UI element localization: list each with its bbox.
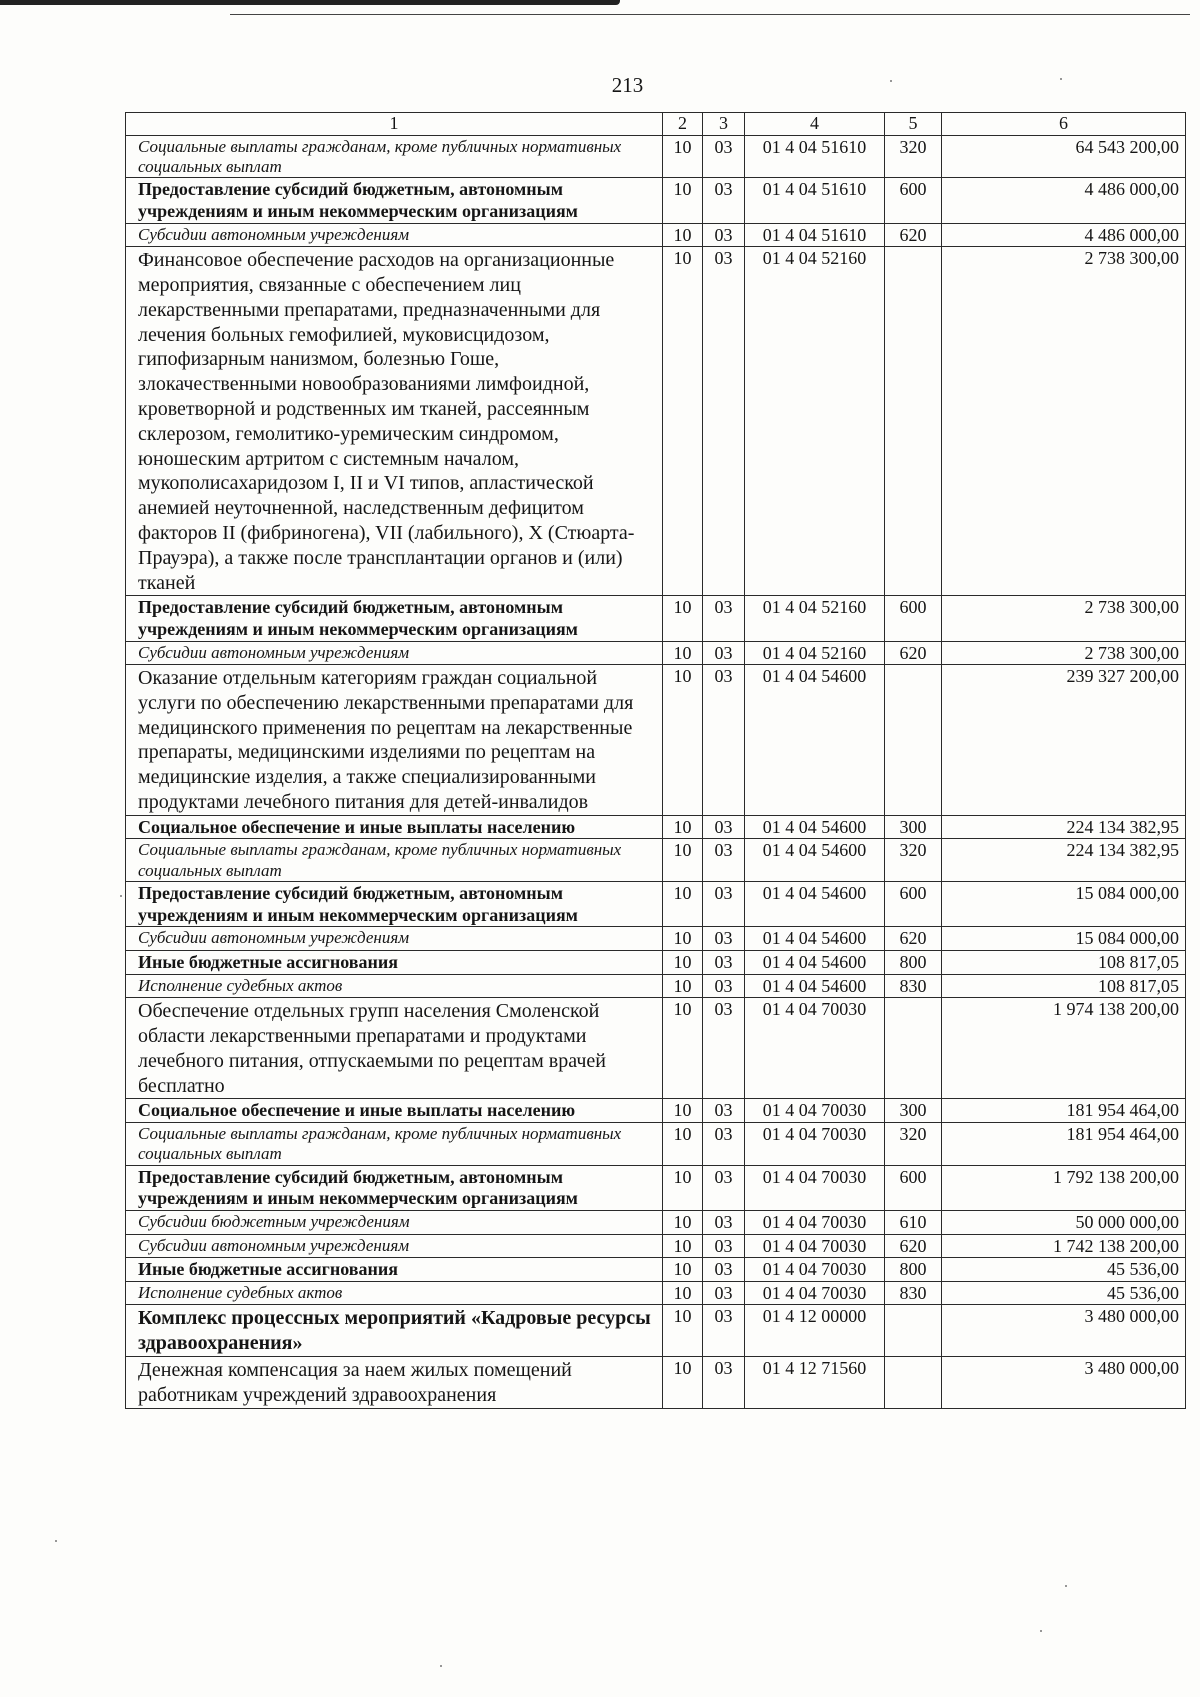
amount: 1 974 138 200,00 bbox=[942, 998, 1186, 1099]
row-name: Предоставление субсидий бюджетным, автономным учреждениям и иным некоммерческим организациям bbox=[126, 1165, 663, 1210]
expense-type-code: 600 bbox=[885, 1165, 942, 1210]
section-code: 10 bbox=[663, 1305, 703, 1357]
target-article-code: 01 4 04 51610 bbox=[745, 223, 885, 247]
scan-speck bbox=[1040, 1630, 1042, 1632]
section-code: 10 bbox=[663, 815, 703, 839]
target-article-code: 01 4 04 54600 bbox=[745, 927, 885, 951]
row-name: Финансовое обеспечение расходов на организационные мероприятия, связанные с обеспечением лиц лекарственными препаратами, предназначенными для лечения больных гемофилией, муковисцидозом, гипофизарным нанизмом, болезнью Гоше, злокачественными новообразованиями лимфоидной, кроветворной и родственных им тканей, рассеянным склерозом, гемолитико-уремическим синдромом, юношеским артритом с системным началом, мукополисахаридозом I, II и VI типов, апластической анемией неуточненной, наследственным дефицитом факторов II (фибриногена), VII (лабильного), X (Стюарта-Прауэра), а также после трансплантации органов и (или) тканей bbox=[126, 247, 663, 596]
subsection-code: 03 bbox=[703, 951, 745, 975]
row-name: Субсидии бюджетным учреждениям bbox=[126, 1210, 663, 1234]
target-article-code: 01 4 04 54600 bbox=[745, 882, 885, 927]
target-article-code: 01 4 04 54600 bbox=[745, 665, 885, 816]
table-row bbox=[126, 1234, 1186, 1258]
amount: 45 536,00 bbox=[942, 1258, 1186, 1282]
row-name: Иные бюджетные ассигнования bbox=[126, 951, 663, 975]
expense-type-code: 620 bbox=[885, 641, 942, 665]
expense-type-code: 320 bbox=[885, 839, 942, 882]
amount: 1 742 138 200,00 bbox=[942, 1234, 1186, 1258]
section-code: 10 bbox=[663, 927, 703, 951]
subsection-code: 03 bbox=[703, 815, 745, 839]
target-article-code: 01 4 04 52160 bbox=[745, 247, 885, 596]
subsection-code: 03 bbox=[703, 839, 745, 882]
scan-speck bbox=[120, 895, 122, 897]
amount: 2 738 300,00 bbox=[942, 247, 1186, 596]
expense-type-code: 320 bbox=[885, 1123, 942, 1166]
section-code: 10 bbox=[663, 951, 703, 975]
expense-type-code: 620 bbox=[885, 223, 942, 247]
subsection-code: 03 bbox=[703, 998, 745, 1099]
subsection-code: 03 bbox=[703, 1210, 745, 1234]
table-row bbox=[126, 882, 1186, 927]
subsection-code: 03 bbox=[703, 1305, 745, 1357]
expense-type-code: 800 bbox=[885, 951, 942, 975]
table-row bbox=[126, 927, 1186, 951]
target-article-code: 01 4 04 54600 bbox=[745, 974, 885, 998]
row-name: Социальные выплаты гражданам, кроме публичных нормативных социальных выплат bbox=[126, 135, 663, 178]
scan-speck bbox=[1065, 1585, 1067, 1587]
amount: 108 817,05 bbox=[942, 974, 1186, 998]
subsection-code: 03 bbox=[703, 1165, 745, 1210]
expense-type-code: 620 bbox=[885, 927, 942, 951]
row-name: Социальные выплаты гражданам, кроме публичных нормативных социальных выплат bbox=[126, 1123, 663, 1166]
expense-type-code: 830 bbox=[885, 1281, 942, 1305]
subsection-code: 03 bbox=[703, 1281, 745, 1305]
column-header: 4 bbox=[745, 113, 885, 136]
section-code: 10 bbox=[663, 1356, 703, 1408]
target-article-code: 01 4 04 70030 bbox=[745, 998, 885, 1099]
table-row bbox=[126, 178, 1186, 223]
table-row bbox=[126, 223, 1186, 247]
table-row bbox=[126, 839, 1186, 882]
amount: 239 327 200,00 bbox=[942, 665, 1186, 816]
expense-type-code: 300 bbox=[885, 1099, 942, 1123]
subsection-code: 03 bbox=[703, 665, 745, 816]
expense-type-code: 600 bbox=[885, 178, 942, 223]
subsection-code: 03 bbox=[703, 882, 745, 927]
section-code: 10 bbox=[663, 1165, 703, 1210]
target-article-code: 01 4 04 70030 bbox=[745, 1099, 885, 1123]
row-name: Комплекс процессных мероприятий «Кадровые ресурсы здравоохранения» bbox=[126, 1305, 663, 1357]
section-code: 10 bbox=[663, 839, 703, 882]
column-header: 2 bbox=[663, 113, 703, 136]
section-code: 10 bbox=[663, 178, 703, 223]
table-row bbox=[126, 1099, 1186, 1123]
table-row bbox=[126, 1356, 1186, 1408]
target-article-code: 01 4 04 52160 bbox=[745, 596, 885, 641]
expense-type-code: 620 bbox=[885, 1234, 942, 1258]
expense-type-code: 610 bbox=[885, 1210, 942, 1234]
subsection-code: 03 bbox=[703, 596, 745, 641]
amount: 3 480 000,00 bbox=[942, 1305, 1186, 1357]
column-header: 3 bbox=[703, 113, 745, 136]
row-name: Оказание отдельным категориям граждан социальной услуги по обеспечению лекарственными препаратами для медицинского применения по рецептам на лекарственные препараты, медицинскими изделиями по рецептам на медицинские изделия, а также специализированными продуктами лечебного питания для детей-инвалидов bbox=[126, 665, 663, 816]
row-name: Предоставление субсидий бюджетным, автономным учреждениям и иным некоммерческим организациям bbox=[126, 596, 663, 641]
section-code: 10 bbox=[663, 1123, 703, 1166]
section-code: 10 bbox=[663, 1258, 703, 1282]
amount: 50 000 000,00 bbox=[942, 1210, 1186, 1234]
expense-type-code: 800 bbox=[885, 1258, 942, 1282]
subsection-code: 03 bbox=[703, 927, 745, 951]
scan-speck bbox=[440, 1665, 442, 1667]
scan-edge bbox=[0, 0, 620, 5]
expense-type-code bbox=[885, 665, 942, 816]
row-name: Исполнение судебных актов bbox=[126, 974, 663, 998]
table-body bbox=[126, 113, 1186, 1409]
subsection-code: 03 bbox=[703, 641, 745, 665]
scan-line bbox=[230, 14, 1190, 15]
page-number: 213 bbox=[611, 73, 644, 97]
target-article-code: 01 4 12 00000 bbox=[745, 1305, 885, 1357]
table-row bbox=[126, 135, 1186, 178]
table-row bbox=[126, 1258, 1186, 1282]
amount: 64 543 200,00 bbox=[942, 135, 1186, 178]
target-article-code: 01 4 04 70030 bbox=[745, 1258, 885, 1282]
amount: 4 486 000,00 bbox=[942, 223, 1186, 247]
subsection-code: 03 bbox=[703, 135, 745, 178]
scan-speck bbox=[55, 1540, 57, 1542]
row-name: Субсидии автономным учреждениям bbox=[126, 1234, 663, 1258]
section-code: 10 bbox=[663, 1281, 703, 1305]
amount: 108 817,05 bbox=[942, 951, 1186, 975]
amount: 2 738 300,00 bbox=[942, 596, 1186, 641]
column-header: 1 bbox=[126, 113, 663, 136]
subsection-code: 03 bbox=[703, 247, 745, 596]
table-row bbox=[126, 815, 1186, 839]
subsection-code: 03 bbox=[703, 1258, 745, 1282]
table-row bbox=[126, 1210, 1186, 1234]
expense-type-code bbox=[885, 247, 942, 596]
table-row bbox=[126, 1123, 1186, 1166]
header-row bbox=[126, 113, 1186, 136]
table-row bbox=[126, 596, 1186, 641]
table-row bbox=[126, 665, 1186, 816]
amount: 2 738 300,00 bbox=[942, 641, 1186, 665]
section-code: 10 bbox=[663, 1234, 703, 1258]
table-row bbox=[126, 998, 1186, 1099]
section-code: 10 bbox=[663, 1210, 703, 1234]
row-name: Социальное обеспечение и иные выплаты населению bbox=[126, 815, 663, 839]
table-row bbox=[126, 974, 1186, 998]
subsection-code: 03 bbox=[703, 974, 745, 998]
row-name: Субсидии автономным учреждениям bbox=[126, 223, 663, 247]
budget-table bbox=[125, 112, 1186, 1409]
expense-type-code: 600 bbox=[885, 882, 942, 927]
section-code: 10 bbox=[663, 974, 703, 998]
target-article-code: 01 4 12 71560 bbox=[745, 1356, 885, 1408]
subsection-code: 03 bbox=[703, 1099, 745, 1123]
amount: 224 134 382,95 bbox=[942, 839, 1186, 882]
section-code: 10 bbox=[663, 665, 703, 816]
amount: 181 954 464,00 bbox=[942, 1099, 1186, 1123]
section-code: 10 bbox=[663, 247, 703, 596]
target-article-code: 01 4 04 70030 bbox=[745, 1165, 885, 1210]
column-header: 6 bbox=[942, 113, 1186, 136]
row-name: Предоставление субсидий бюджетным, автономным учреждениям и иным некоммерческим организациям bbox=[126, 178, 663, 223]
section-code: 10 bbox=[663, 641, 703, 665]
row-name: Обеспечение отдельных групп населения Смоленской области лекарственными препаратами и продуктами лечебного питания, отпускаемыми по рецептам врачей бесплатно bbox=[126, 998, 663, 1099]
row-name: Денежная компенсация за наем жилых помещений работникам учреждений здравоохранения bbox=[126, 1356, 663, 1408]
row-name: Социальное обеспечение и иные выплаты населению bbox=[126, 1099, 663, 1123]
section-code: 10 bbox=[663, 882, 703, 927]
section-code: 10 bbox=[663, 596, 703, 641]
row-name: Предоставление субсидий бюджетным, автономным учреждениям и иным некоммерческим организациям bbox=[126, 882, 663, 927]
table-row bbox=[126, 1281, 1186, 1305]
section-code: 10 bbox=[663, 998, 703, 1099]
expense-type-code: 300 bbox=[885, 815, 942, 839]
expense-type-code bbox=[885, 1305, 942, 1357]
amount: 1 792 138 200,00 bbox=[942, 1165, 1186, 1210]
scan-speck bbox=[890, 80, 892, 82]
target-article-code: 01 4 04 51610 bbox=[745, 178, 885, 223]
subsection-code: 03 bbox=[703, 1356, 745, 1408]
amount: 3 480 000,00 bbox=[942, 1356, 1186, 1408]
expense-type-code: 600 bbox=[885, 596, 942, 641]
row-name: Исполнение судебных актов bbox=[126, 1281, 663, 1305]
subsection-code: 03 bbox=[703, 1123, 745, 1166]
target-article-code: 01 4 04 70030 bbox=[745, 1281, 885, 1305]
subsection-code: 03 bbox=[703, 1234, 745, 1258]
amount: 15 084 000,00 bbox=[942, 927, 1186, 951]
target-article-code: 01 4 04 52160 bbox=[745, 641, 885, 665]
expense-type-code bbox=[885, 1356, 942, 1408]
amount: 4 486 000,00 bbox=[942, 178, 1186, 223]
target-article-code: 01 4 04 70030 bbox=[745, 1210, 885, 1234]
table-row bbox=[126, 1165, 1186, 1210]
table-row bbox=[126, 641, 1186, 665]
subsection-code: 03 bbox=[703, 178, 745, 223]
target-article-code: 01 4 04 51610 bbox=[745, 135, 885, 178]
target-article-code: 01 4 04 54600 bbox=[745, 815, 885, 839]
expense-type-code: 320 bbox=[885, 135, 942, 178]
target-article-code: 01 4 04 70030 bbox=[745, 1234, 885, 1258]
expense-type-code: 830 bbox=[885, 974, 942, 998]
amount: 15 084 000,00 bbox=[942, 882, 1186, 927]
section-code: 10 bbox=[663, 223, 703, 247]
column-header: 5 bbox=[885, 113, 942, 136]
target-article-code: 01 4 04 54600 bbox=[745, 951, 885, 975]
target-article-code: 01 4 04 54600 bbox=[745, 839, 885, 882]
row-name: Иные бюджетные ассигнования bbox=[126, 1258, 663, 1282]
amount: 181 954 464,00 bbox=[942, 1123, 1186, 1166]
amount: 224 134 382,95 bbox=[942, 815, 1186, 839]
row-name: Субсидии автономным учреждениям bbox=[126, 927, 663, 951]
table-row bbox=[126, 951, 1186, 975]
section-code: 10 bbox=[663, 1099, 703, 1123]
subsection-code: 03 bbox=[703, 223, 745, 247]
amount: 45 536,00 bbox=[942, 1281, 1186, 1305]
table-row bbox=[126, 247, 1186, 596]
target-article-code: 01 4 04 70030 bbox=[745, 1123, 885, 1166]
table-row bbox=[126, 1305, 1186, 1357]
section-code: 10 bbox=[663, 135, 703, 178]
scan-speck bbox=[1060, 78, 1062, 80]
expense-type-code bbox=[885, 998, 942, 1099]
row-name: Субсидии автономным учреждениям bbox=[126, 641, 663, 665]
row-name: Социальные выплаты гражданам, кроме публичных нормативных социальных выплат bbox=[126, 839, 663, 882]
